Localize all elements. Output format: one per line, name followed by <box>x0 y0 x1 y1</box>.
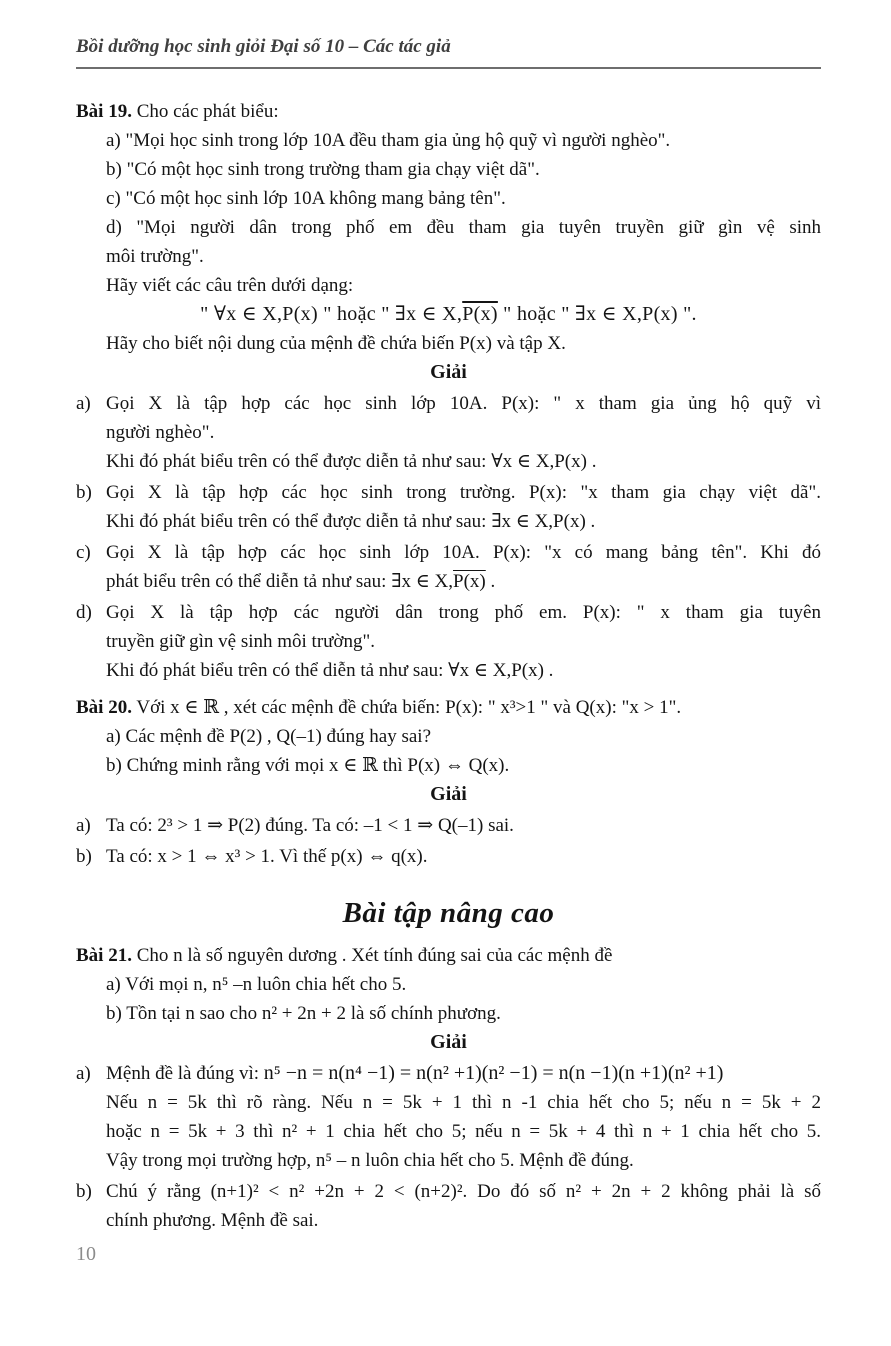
solution-text: phát biểu trên có thể diễn tả như sau: ∃x ∈ X, <box>106 571 454 592</box>
solution-line: Gọi X là tập hợp các học sinh lớp 10A. P(x): "x có mang bảng tên". Khi đó <box>106 542 821 563</box>
problem-21 <box>76 941 821 1235</box>
list-item-wrap: môi trường". <box>106 246 204 267</box>
item-marker: b) <box>76 846 92 867</box>
list-item <box>106 722 821 751</box>
overline-expression: P(x) <box>462 303 498 325</box>
solution-line: người nghèo". <box>106 422 215 443</box>
item-text: "Mọi học sinh trong lớp 10A đều tham gia ủng hộ quỹ vì người nghèo". <box>125 130 671 151</box>
solution-heading: Giải <box>430 1031 467 1053</box>
list-item <box>106 126 821 155</box>
problem-20-title <box>76 693 821 722</box>
solution-line <box>106 567 821 596</box>
solution-body <box>106 478 821 536</box>
list-item <box>106 155 821 184</box>
problem-21-title <box>76 941 821 970</box>
solution-line: Ta có: x > 1 ⇔ x³ > 1. Vì thế p(x) ⇔ q(x). <box>106 846 428 867</box>
page-content <box>76 97 821 1235</box>
solution-item <box>76 1059 821 1175</box>
solution-line: chính phương. Mệnh đề sai. <box>106 1210 319 1231</box>
solution-line: hoặc n = 5k + 3 thì n² + 1 chia hết cho 5; nếu n = 5k + 4 thì n + 1 chia hết cho 5. <box>106 1121 821 1142</box>
item-text: "Có một học sinh trong trường tham gia chạy việt dã". <box>126 159 540 180</box>
solution-line: Ta có: 2³ > 1 ⇒ P(2) đúng. Ta có: –1 < 1 ⇒ Q(–1) sai. <box>106 815 514 836</box>
solution-line: Khi đó phát biểu trên có thể diễn tả như sau: ∀x ∈ X,P(x) . <box>106 660 554 681</box>
solution-line: Khi đó phát biểu trên có thể được diễn tả như sau: ∃x ∈ X,P(x) . <box>106 511 596 532</box>
item-text: Chứng minh rằng với mọi x ∈ ℝ thì P(x) ⇔ Q(x). <box>126 755 510 776</box>
problem-intro: Cho các phát biểu: <box>136 101 279 122</box>
solution-heading: Giải <box>430 783 467 805</box>
list-item <box>106 184 821 213</box>
item-text: Các mệnh đề P(2) , Q(–1) đúng hay sai? <box>125 726 432 747</box>
problem-intro: Với x ∈ ℝ , xét các mệnh đề chứa biến: P(x): " x³>1 " và Q(x): "x > 1". <box>136 697 682 718</box>
problem-label: Bài 20. <box>76 697 132 718</box>
solution-line: Vậy trong mọi trường hợp, n⁵ – n luôn chia hết cho 5. Mệnh đề đúng. <box>106 1150 634 1171</box>
solution-equation-line <box>106 1059 821 1088</box>
item-marker: a) <box>76 815 91 836</box>
header-title: Bồi dưỡng học sinh giỏi Đại số 10 – Các tác giả <box>76 36 451 57</box>
solution-item <box>76 1177 821 1235</box>
formula-part: " ∀x ∈ X,P(x) " hoặc " ∃x ∈ X, <box>200 303 463 325</box>
item-marker: a) <box>76 393 91 414</box>
header-rule <box>76 67 821 69</box>
problem-19 <box>76 97 821 685</box>
solution-line: Gọi X là tập hợp các người dân trong phố em. P(x): " x tham gia tuyên <box>106 602 821 623</box>
prompt-line: Hãy viết các câu trên dưới dạng: <box>106 275 354 296</box>
item-marker: b) <box>106 159 122 180</box>
solution-item <box>76 538 821 596</box>
list-item <box>106 970 821 999</box>
problem-label: Bài 21. <box>76 945 132 966</box>
item-marker: b) <box>106 1003 122 1024</box>
item-marker: d) <box>76 602 92 623</box>
list-item <box>106 213 821 242</box>
solution-item <box>76 598 821 685</box>
item-text: Tồn tại n sao cho n² + 2n + 2 là số chính phương. <box>126 1003 501 1024</box>
problem-20 <box>76 693 821 871</box>
item-text: "Có một học sinh lớp 10A không mang bảng tên". <box>125 188 506 209</box>
solution-line: Khi đó phát biểu trên có thể được diễn tả như sau: ∀x ∈ X,P(x) . <box>106 451 597 472</box>
item-marker: a) <box>106 726 121 747</box>
problem-intro: Cho n là số nguyên dương . Xét tính đúng sai của các mệnh đề <box>136 945 613 966</box>
solution-item <box>76 842 821 871</box>
solution-text: . <box>485 571 496 592</box>
solution-body <box>106 389 821 476</box>
solution-body <box>106 598 821 685</box>
formula-part: " hoặc " ∃x ∈ X,P(x) ". <box>497 303 697 325</box>
solution-body <box>106 1059 821 1175</box>
item-text: "Mọi người dân trong phố em đều tham gia tuyên truyền giữ gìn vệ sinh <box>136 217 822 238</box>
item-marker: b) <box>106 755 122 776</box>
item-marker: a) <box>106 130 121 151</box>
item-marker: a) <box>76 1063 91 1084</box>
solution-line: Gọi X là tập hợp các học sinh trong trường. P(x): "x tham gia chạy việt dã". <box>106 482 821 503</box>
item-marker: c) <box>106 188 121 209</box>
solution-item <box>76 389 821 476</box>
formula-line <box>76 300 821 329</box>
solution-body <box>106 811 821 840</box>
list-item <box>106 751 821 780</box>
page-header <box>76 34 821 69</box>
item-marker: b) <box>76 482 92 503</box>
solution-line: Chú ý rằng (n+1)² < n² +2n + 2 < (n+2)². Do đó số n² + 2n + 2 không phải là số <box>106 1181 821 1202</box>
solution-body <box>106 842 821 871</box>
item-marker: c) <box>76 542 91 563</box>
solution-line: truyền giữ gìn vệ sinh môi trường". <box>106 631 376 652</box>
solution-item <box>76 478 821 536</box>
solution-item <box>76 811 821 840</box>
overline-expression: P(x) <box>453 571 486 592</box>
problem-19-title <box>76 97 821 126</box>
solution-body <box>106 1177 821 1235</box>
item-marker: d) <box>106 217 122 238</box>
item-text: Với mọi n, n⁵ –n luôn chia hết cho 5. <box>125 974 407 995</box>
item-marker: a) <box>106 974 121 995</box>
problem-label: Bài 19. <box>76 101 132 122</box>
item-marker: b) <box>76 1181 92 1202</box>
solution-line: Nếu n = 5k thì rõ ràng. Nếu n = 5k + 1 thì n -1 chia hết cho 5; nếu n = 5k + 2 <box>106 1092 821 1113</box>
solution-line: Gọi X là tập hợp các học sinh lớp 10A. P(x): " x tham gia ủng hộ quỹ vì <box>106 393 821 414</box>
page-number: 10 <box>76 1243 96 1265</box>
math-expression: n⁵ −n = n(n⁴ −1) = n(n² +1)(n² −1) = n(n −1)(n +1)(n² +1) <box>263 1062 724 1084</box>
section-heading: Bài tập nâng cao <box>342 897 555 929</box>
prompt-line: Hãy cho biết nội dung của mệnh đề chứa biến P(x) và tập X. <box>106 333 566 354</box>
solution-text: Mệnh đề là đúng vì: <box>106 1063 264 1084</box>
solution-body <box>106 538 821 596</box>
list-item <box>106 999 821 1028</box>
solution-heading: Giải <box>430 361 467 383</box>
